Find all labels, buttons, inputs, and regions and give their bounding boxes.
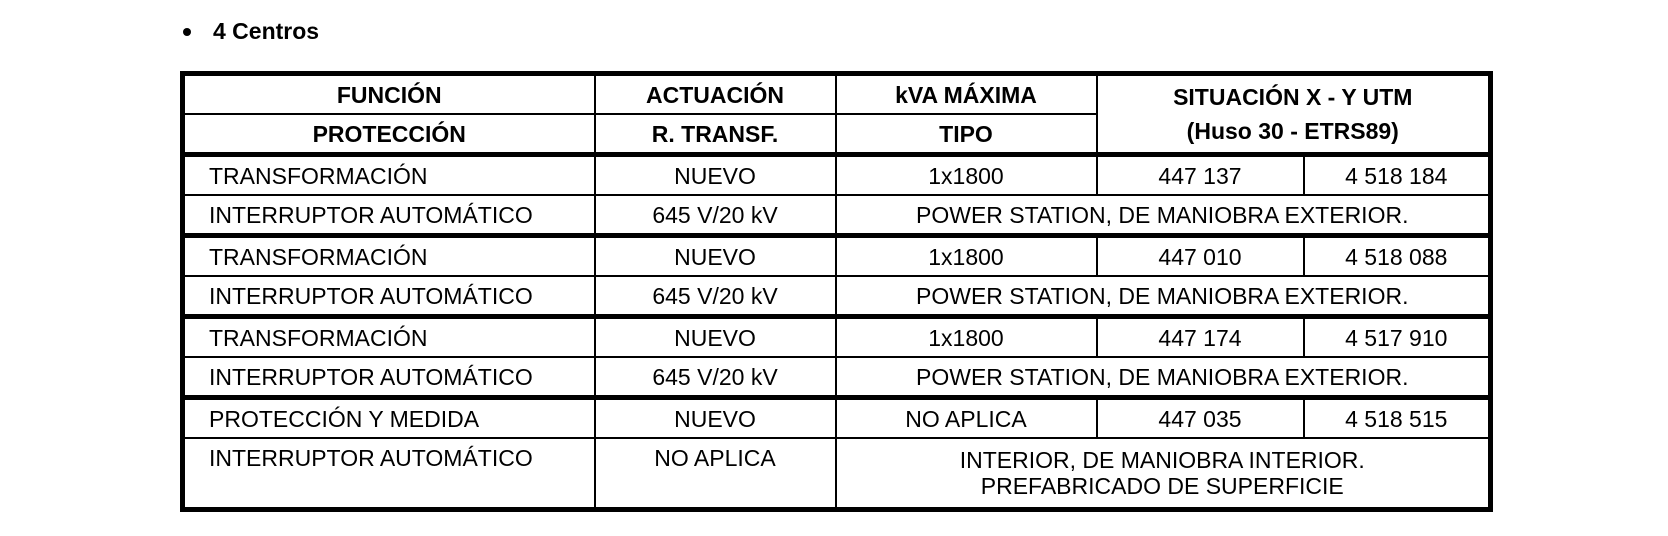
- table-row: [183, 276, 1491, 317]
- cell-tipo: POWER STATION, DE MANIOBRA EXTERIOR.: [836, 357, 1491, 398]
- cell-funcion: TRANSFORMACIÓN: [183, 317, 595, 358]
- header-kva: kVA MÁXIMA: [836, 74, 1097, 115]
- table-row: [183, 155, 1491, 196]
- cell-r-transf: 645 V/20 kV: [595, 276, 836, 317]
- cell-actuacion: NUEVO: [595, 155, 836, 196]
- cell-tipo: [836, 438, 1491, 510]
- table-row: [183, 438, 1491, 510]
- cell-tipo: POWER STATION, DE MANIOBRA EXTERIOR.: [836, 195, 1491, 236]
- cell-funcion: PROTECCIÓN Y MEDIDA: [183, 398, 595, 439]
- cell-r-transf: NO APLICA: [595, 438, 836, 510]
- bullet-icon: [183, 28, 191, 36]
- cell-funcion: TRANSFORMACIÓN: [183, 155, 595, 196]
- centros-table: [180, 71, 1493, 512]
- cell-tipo: POWER STATION, DE MANIOBRA EXTERIOR.: [836, 276, 1491, 317]
- header-proteccion: PROTECCIÓN: [183, 114, 595, 155]
- cell-r-transf: 645 V/20 kV: [595, 195, 836, 236]
- section-heading-text: 4 Centros: [213, 18, 320, 44]
- header-tipo: TIPO: [836, 114, 1097, 155]
- cell-kva: 1x1800: [836, 155, 1097, 196]
- cell-y: 4 517 910: [1304, 317, 1491, 358]
- header-row-1: [183, 74, 1491, 115]
- cell-proteccion: INTERRUPTOR AUTOMÁTICO: [183, 438, 595, 510]
- cell-actuacion: NUEVO: [595, 398, 836, 439]
- header-r-transf: R. TRANSF.: [595, 114, 836, 155]
- cell-y: 4 518 184: [1304, 155, 1491, 196]
- table-row: [183, 317, 1491, 358]
- header-situacion-line1: SITUACIÓN X - Y UTM: [1173, 84, 1413, 110]
- table-row: [183, 398, 1491, 439]
- cell-x: 447 035: [1097, 398, 1304, 439]
- cell-tipo-line1: INTERIOR, DE MANIOBRA INTERIOR.: [959, 447, 1365, 473]
- cell-proteccion: INTERRUPTOR AUTOMÁTICO: [183, 276, 595, 317]
- cell-y: 4 518 088: [1304, 236, 1491, 277]
- cell-actuacion: NUEVO: [595, 317, 836, 358]
- cell-r-transf: 645 V/20 kV: [595, 357, 836, 398]
- section-heading: [183, 18, 319, 45]
- header-funcion: FUNCIÓN: [183, 74, 595, 115]
- cell-tipo-line2: PREFABRICADO DE SUPERFICIE: [980, 473, 1344, 499]
- cell-kva: NO APLICA: [836, 398, 1097, 439]
- cell-y: 4 518 515: [1304, 398, 1491, 439]
- header-situacion: [1097, 74, 1491, 155]
- cell-funcion: TRANSFORMACIÓN: [183, 236, 595, 277]
- cell-x: 447 174: [1097, 317, 1304, 358]
- table-row: [183, 357, 1491, 398]
- cell-kva: 1x1800: [836, 317, 1097, 358]
- cell-x: 447 010: [1097, 236, 1304, 277]
- cell-actuacion: NUEVO: [595, 236, 836, 277]
- cell-proteccion: INTERRUPTOR AUTOMÁTICO: [183, 357, 595, 398]
- cell-x: 447 137: [1097, 155, 1304, 196]
- cell-kva: 1x1800: [836, 236, 1097, 277]
- table-row: [183, 195, 1491, 236]
- header-situacion-line2: (Huso 30 - ETRS89): [1186, 118, 1399, 144]
- cell-proteccion: INTERRUPTOR AUTOMÁTICO: [183, 195, 595, 236]
- header-actuacion: ACTUACIÓN: [595, 74, 836, 115]
- table-row: [183, 236, 1491, 277]
